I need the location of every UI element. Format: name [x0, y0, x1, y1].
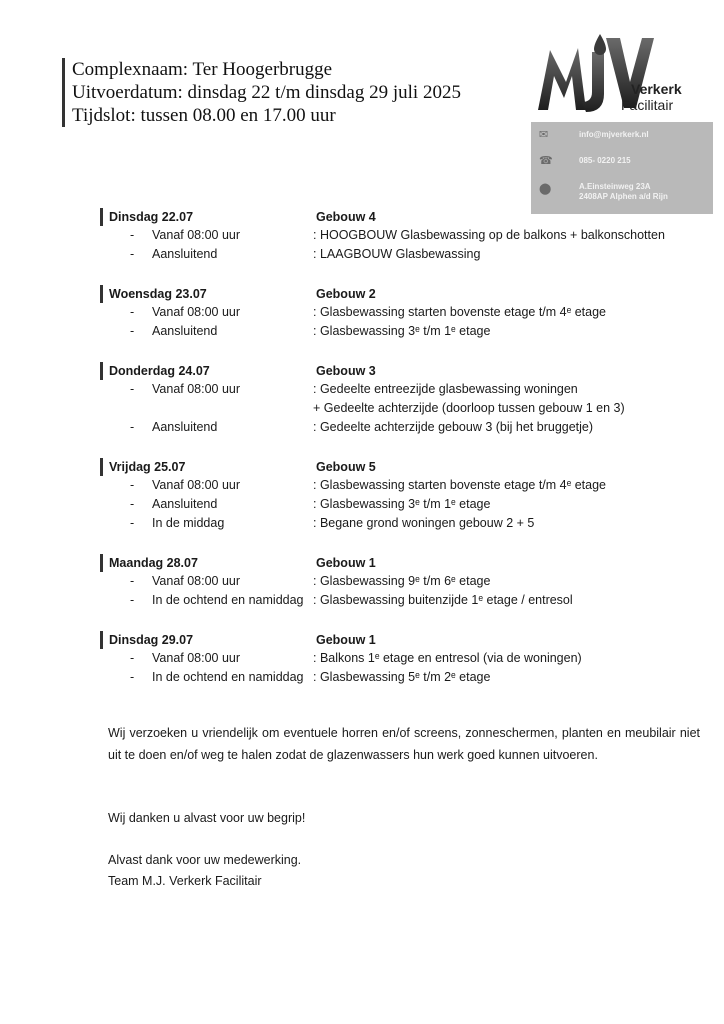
day-label: Woensdag 23.07	[100, 285, 207, 303]
logo-name-line2: Facilitair	[621, 97, 674, 113]
contact-block	[531, 122, 713, 214]
thanks-line: Wij danken u alvast voor uw begrip!	[108, 811, 306, 825]
schedule-entry: - In de ochtend en namiddag : Glasbewassing buitenzijde 1ᵉ etage / entresol	[100, 591, 700, 610]
contact-address-line1: A.Einsteinweg 23A	[579, 182, 651, 191]
schedule-day	[100, 554, 700, 610]
entry-time: Vanaf 08:00 uur	[152, 478, 241, 492]
entry-description: : Glasbewassing 3ᵉ t/m 1ᵉ etage	[313, 324, 491, 338]
building-label: Gebouw 5	[316, 460, 376, 474]
logo-name-line1: Verkerk	[631, 81, 682, 97]
building-label: Gebouw 1	[316, 633, 376, 647]
schedule-entry: - Aansluitend : Glasbewassing 3ᵉ t/m 1ᵉ etage	[100, 322, 700, 341]
day-label: Vrijdag 25.07	[100, 458, 185, 476]
schedule-entry: - Aansluitend : Gedeelte achterzijde gebouw 3 (bij het bruggetje)	[100, 418, 700, 437]
building-label: Gebouw 2	[316, 287, 376, 301]
request-paragraph: Wij verzoeken u vriendelijk om eventuele horren en/of screens, zonneschermen, planten en meubilair niet uit te doen en/of weg te halen zodat de glazenwassers hun werk goed kunnen uitvoeren.	[108, 726, 700, 762]
company-logo	[508, 30, 708, 114]
phone-icon: ☎	[539, 155, 553, 167]
contact-phone: 085- 0220 215	[579, 156, 631, 165]
entry-time: Vanaf 08:00 uur	[152, 651, 241, 665]
schedule-entry: - Vanaf 08:00 uur : Gedeelte entreezijde glasbewassing woningen	[100, 380, 700, 399]
schedule-entry: - Vanaf 08:00 uur : HOOGBOUW Glasbewassing op de balkons + balkonschotten	[100, 226, 700, 245]
schedule-entry: - Aansluitend : Glasbewassing 3ᵉ t/m 1ᵉ etage	[100, 495, 700, 514]
entry-description: : Gedeelte entreezijde glasbewassing woningen	[313, 382, 578, 396]
entry-time: In de ochtend en namiddag	[152, 593, 304, 607]
day-label: Donderdag 24.07	[100, 362, 210, 380]
entry-time: Vanaf 08:00 uur	[152, 382, 241, 396]
schedule-entry	[100, 399, 700, 418]
entry-time: In de ochtend en namiddag	[152, 670, 304, 684]
timeslot: Tijdslot: tussen 08.00 en 17.00 uur	[72, 105, 336, 126]
entry-description: : Gedeelte achterzijde gebouw 3 (bij het bruggetje)	[313, 420, 594, 434]
entry-description: : Balkons 1ᵉ etage en entresol (via de woningen)	[313, 651, 582, 665]
entry-description: : Glasbewassing buitenzijde 1ᵉ etage / entresol	[313, 593, 573, 607]
day-label: Dinsdag 29.07	[100, 631, 193, 649]
schedule-day	[100, 208, 700, 264]
entry-description: : Begane grond woningen gebouw 2 + 5	[313, 516, 535, 530]
schedule-entry: - In de ochtend en namiddag : Glasbewassing 5ᵉ t/m 2ᵉ etage	[100, 668, 700, 687]
entry-description: : HOOGBOUW Glasbewassing op de balkons + balkonschotten	[313, 228, 665, 242]
entry-description: : Glasbewassing starten bovenste etage t/m 4ᵉ etage	[313, 305, 607, 319]
entry-time: Vanaf 08:00 uur	[152, 574, 241, 588]
schedule	[100, 208, 700, 687]
complex-name: Complexnaam: Ter Hoogerbrugge	[72, 59, 333, 80]
entry-time: Aansluitend	[152, 497, 218, 511]
entry-time: In de middag	[152, 516, 225, 530]
building-label: Gebouw 3	[316, 364, 376, 378]
entry-time: Aansluitend	[152, 324, 218, 338]
entry-time: Aansluitend	[152, 420, 218, 434]
closing-line-1: Alvast dank voor uw medewerking.	[108, 853, 302, 867]
building-label: Gebouw 4	[316, 210, 376, 224]
entry-description: + Gedeelte achterzijde (doorloop tussen gebouw 1 en 3)	[313, 401, 625, 415]
entry-time: Vanaf 08:00 uur	[152, 228, 241, 242]
contact-email: info@mjverkerk.nl	[579, 130, 649, 139]
schedule-entry: - Aansluitend : LAAGBOUW Glasbewassing	[100, 245, 700, 264]
map-pin-icon: ⬤	[539, 183, 552, 195]
document-header	[62, 58, 461, 127]
envelope-icon: ✉	[539, 129, 549, 141]
contact-address-line2: 2408AP Alphen a/d Rijn	[579, 192, 668, 201]
day-label: Maandag 28.07	[100, 554, 198, 572]
schedule-entry: - Vanaf 08:00 uur : Balkons 1ᵉ etage en entresol (via de woningen)	[100, 649, 700, 668]
schedule-entry: - In de middag : Begane grond woningen gebouw 2 + 5	[100, 514, 700, 533]
schedule-entry: - Vanaf 08:00 uur : Glasbewassing starten bovenste etage t/m 4ᵉ etage	[100, 476, 700, 495]
entry-time: Vanaf 08:00 uur	[152, 305, 241, 319]
building-label: Gebouw 1	[316, 556, 376, 570]
execution-date: Uitvoerdatum: dinsdag 22 t/m dinsdag 29 juli 2025	[72, 82, 461, 103]
closing-signature: Team M.J. Verkerk Facilitair	[108, 874, 262, 888]
entry-description: : LAAGBOUW Glasbewassing	[313, 247, 481, 261]
entry-time: Aansluitend	[152, 247, 218, 261]
schedule-day	[100, 458, 700, 533]
schedule-entry: - Vanaf 08:00 uur : Glasbewassing starten bovenste etage t/m 4ᵉ etage	[100, 303, 700, 322]
schedule-entry: - Vanaf 08:00 uur : Glasbewassing 9ᵉ t/m 6ᵉ etage	[100, 572, 700, 591]
day-label: Dinsdag 22.07	[100, 208, 193, 226]
entry-description: : Glasbewassing 3ᵉ t/m 1ᵉ etage	[313, 497, 491, 511]
entry-description: : Glasbewassing starten bovenste etage t/m 4ᵉ etage	[313, 478, 607, 492]
entry-description: : Glasbewassing 5ᵉ t/m 2ᵉ etage	[313, 670, 491, 684]
entry-description: : Glasbewassing 9ᵉ t/m 6ᵉ etage	[313, 574, 491, 588]
schedule-day	[100, 362, 700, 437]
schedule-day	[100, 285, 700, 341]
schedule-day	[100, 631, 700, 687]
